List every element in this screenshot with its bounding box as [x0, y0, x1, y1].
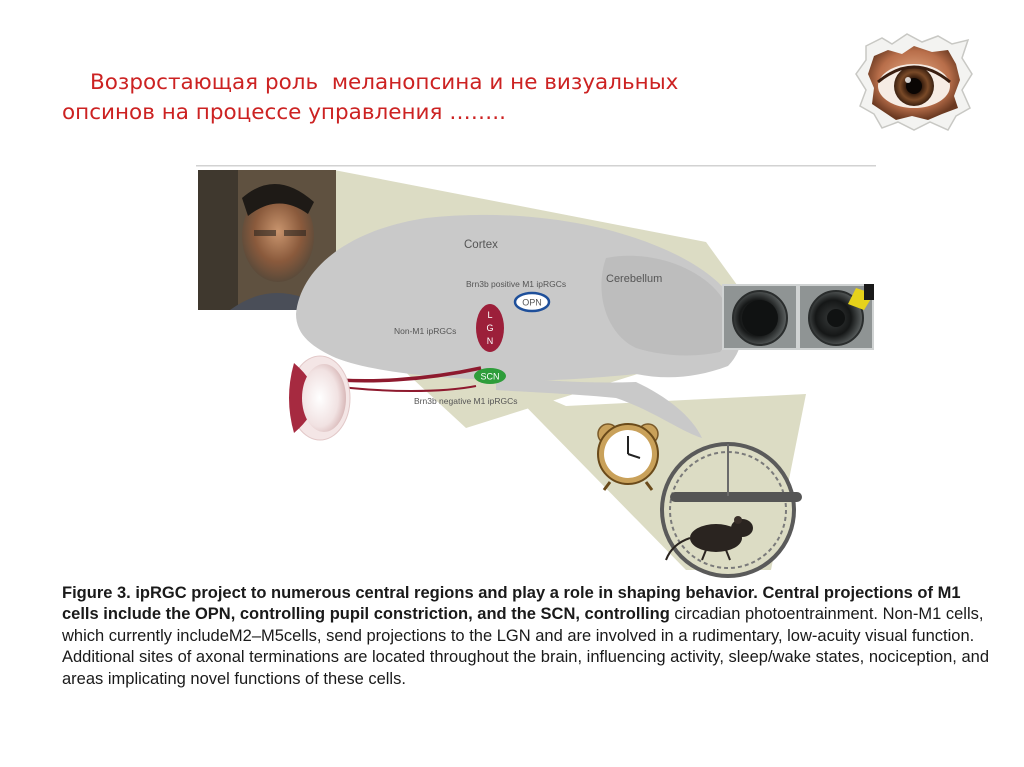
lgn-nucleus	[476, 304, 504, 352]
eye-illustration	[289, 356, 350, 440]
label-brn3b-negative: Brn3b negative M1 ipRGCs	[414, 396, 518, 406]
label-non-m1: Non-M1 ipRGCs	[394, 326, 457, 336]
caption-text: circadian photoentrainment. Non-M1 cells, which currently includeM2–M5cells, send projections to the LGN and are involved in a rudimentary, low-acuity visual function. Additional sites of axonal terminations are located throughout the brain, influencing activity, sleep/wake states, nociception, and areas implicating novel functions of these cells.	[62, 605, 989, 688]
top-divider	[196, 165, 876, 167]
title-line-2: опсинов на процессе управления ……..	[62, 100, 506, 125]
pupil-images	[722, 284, 874, 350]
figure-caption	[62, 583, 992, 690]
peeking-eye-illustration	[852, 30, 976, 134]
label-lgn-l: L	[487, 310, 493, 320]
caption-bold: Figure 3. ipRGC project to numerous central regions and play a role in shaping behavior. Central projections of M1 cells include the OPN, controlling pupil constriction, and the SCN, controlling	[62, 584, 961, 624]
label-cerebellum: Cerebellum	[606, 273, 663, 285]
iprgc-projection-diagram	[196, 158, 886, 578]
label-scn: SCN	[480, 371, 500, 382]
slide-title	[62, 68, 822, 128]
label-lgn-g: G	[486, 323, 494, 333]
label-brn3b-positive: Brn3b positive M1 ipRGCs	[466, 279, 567, 289]
label-opn: OPN	[522, 297, 542, 308]
scn-nucleus	[474, 368, 506, 384]
label-lgn-n: N	[486, 336, 494, 346]
title-line-1: Возростающая роль меланопсина и не визуальных	[90, 70, 679, 95]
opn-nucleus	[515, 293, 549, 311]
label-cortex: Cortex	[464, 239, 498, 251]
